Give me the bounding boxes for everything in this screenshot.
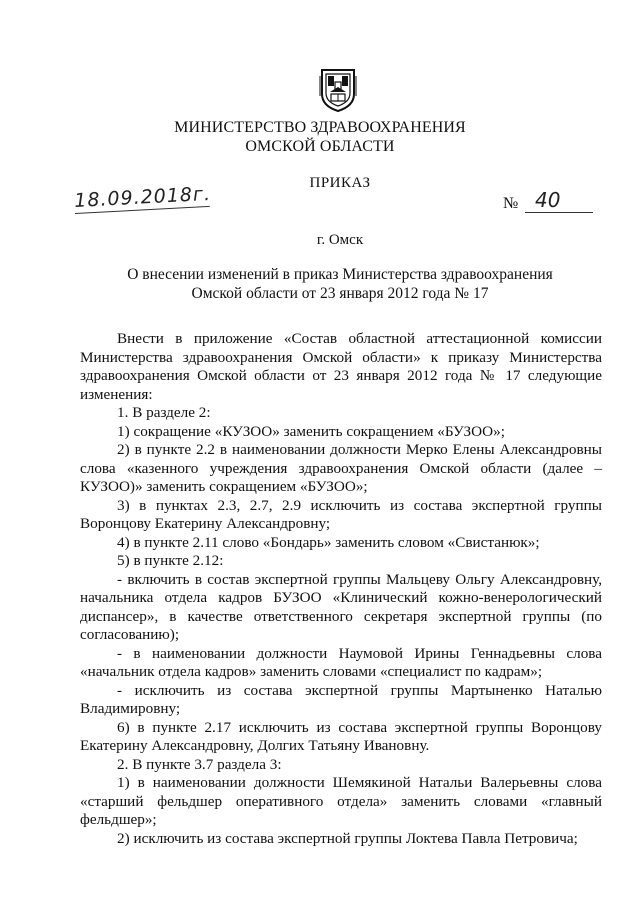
body-paragraph: 2) в пункте 2.2 в наименовании должности Мерко Елены Александровны слова «казенного учреждения здравоохранения Омской области (далее – КУЗОО)» заменить сокращением «БУЗОО»; [80,441,602,495]
body-paragraph: 6) в пункте 2.17 исключить из состава экспертной группы Воронцову Екатерину Александровну, Долгих Татьяну Ивановну. [80,718,602,754]
body-paragraph: Внести в приложение «Состав областной аттестационной комиссии Министерства здравоохранения Омской области» к приказу Министерства здравоохранения Омской области от 23 января 2012 года № 17 следующие изменения: [80,330,602,403]
subject-line2: Омской области от 23 января 2012 года № 17 [191,285,489,302]
number-label: № [503,195,519,212]
document-body [80,330,602,848]
document-type: ПРИКАЗ [309,175,371,191]
body-paragraph: 1) в наименовании должности Шемякиной Натальи Валерьевны слова «старший фельдшер оперативного отдела» заменить словами «главный фельдшер»; [80,774,602,828]
body-paragraph: - исключить из состава экспертной группы Мартыненко Наталью Владимировну; [80,681,602,717]
body-paragraph: 2. В пункте 3.7 раздела 3: [117,755,282,773]
ministry-name-line1: МИНИСТЕРСТВО ЗДРАВООХРАНЕНИЯ [174,119,466,136]
subject-line1: О внесении изменений в приказ Министерства здравоохранения [127,266,553,283]
body-paragraph: 1) сокращение «КУЗОО» заменить сокращением «БУЗОО»; [117,422,505,440]
body-paragraph: 5) в пункте 2.12: [117,552,224,569]
document-date: 18.09.2018г. [73,182,212,213]
body-paragraph: - включить в состав экспертной группы Мальцеву Ольгу Александровну, начальника отдела кадров БУЗОО «Клинический кожно-венерологический диспансер», в качестве ответственного секретаря экспертной группы (по согласованию); [80,570,602,643]
coat-of-arms-icon [318,68,358,112]
body-paragraph: 1. В разделе 2: [117,404,211,421]
document-number: 40 [525,188,593,213]
city: г. Омск [316,232,364,248]
body-paragraph: 3) в пунктах 2.3, 2.7, 2.9 исключить из состава экспертной группы Воронцову Екатерину Александровну; [80,496,602,532]
body-paragraph: 4) в пункте 2.11 слово «Бондарь» заменить словом «Свистанюк»; [117,533,540,551]
ministry-name-line2: ОМСКОЙ ОБЛАСТИ [245,138,395,155]
body-paragraph: 2) исключить из состава экспертной группы Локтева Павла Петровича; [117,829,578,847]
body-paragraph: - в наименовании должности Наумовой Ирины Геннадьевны слова «начальник отдела кадров» заменить словами «специалист по кадрам»; [80,644,602,680]
document-subject [78,265,602,303]
